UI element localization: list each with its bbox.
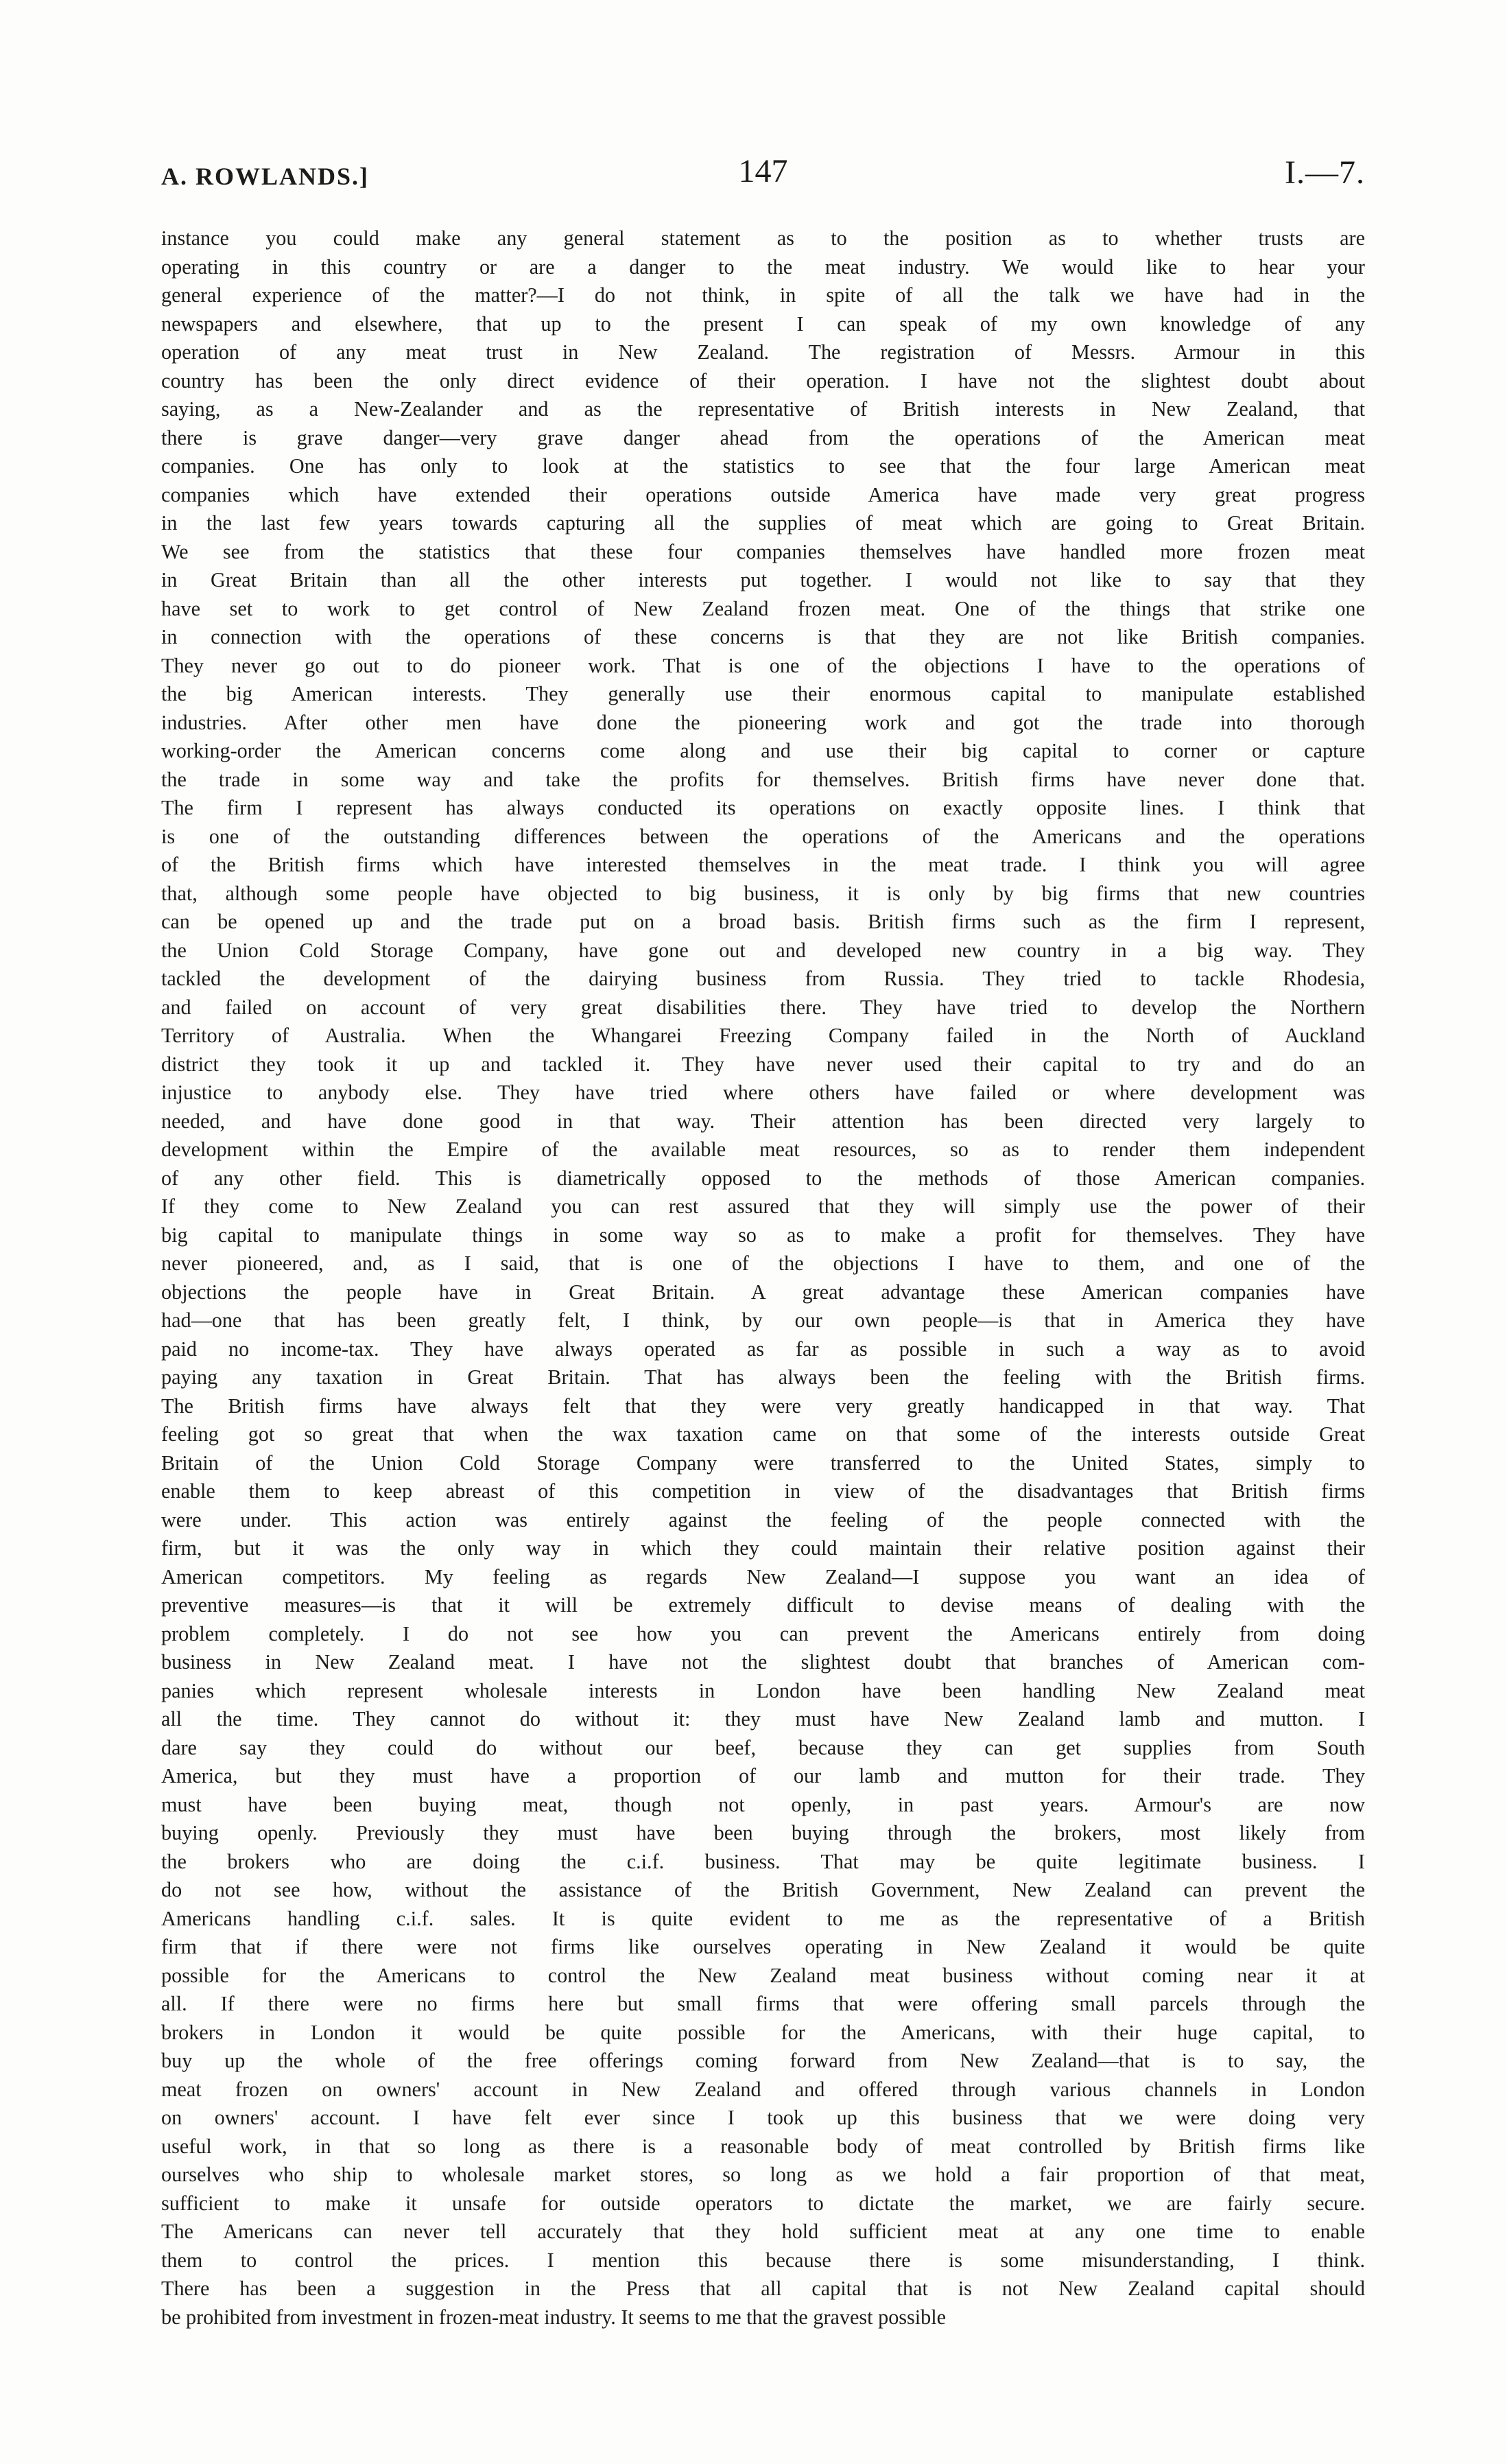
text-line: feeling got so great that when the wax taxation came on that some of the interests outside Great [161,1422,1365,1446]
text-line: objections the people have in Great Britain. A great advantage these American companies have [161,1280,1365,1304]
text-line: can be opened up and the trade put on a broad basis. British firms such as the firm I represent, [161,910,1365,933]
text-line: the Union Cold Storage Company, have gone out and developed new country in a big way. They [161,938,1365,962]
text-line: brokers in London it would be quite possible for the Americans, with their huge capital, to [161,2020,1365,2044]
text-line: They never go out to do pioneer work. That is one of the objections I have to the operations of [161,653,1365,677]
text-line: Territory of Australia. When the Whangarei Freezing Company failed in the North of Auckland [161,1024,1365,1047]
text-line: problem completely. I do not see how you can prevent the Americans entirely from doing [161,1621,1365,1645]
text-line: Britain of the Union Cold Storage Company were transferred to the United States, simply to [161,1451,1365,1475]
text-line: companies. One has only to look at the statistics to see that the four large American meat [161,454,1365,478]
text-line: dare say they could do without our beef, because they can get supplies from South [161,1735,1365,1759]
page-number: 147 [738,153,788,189]
text-line: industries. After other men have done the pioneering work and got the trade into thorough [161,710,1365,734]
text-line: The firm I represent has always conducted its operations on exactly opposite lines. I think that [161,796,1365,819]
text-line: panies which represent wholesale interests in London have been handling New Zealand meat [161,1678,1365,1702]
text-line: America, but they must have a proportion of our lamb and mutton for their trade. They [161,1764,1365,1787]
text-line: injustice to anybody else. They have tried where others have failed or where development was [161,1081,1365,1104]
text-line: newspapers and elsewhere, that up to the present I can speak of my own knowledge of any [161,312,1365,336]
text-line: and failed on account of very great disabilities there. They have tried to develop the Northern [161,995,1365,1019]
text-line: in the last few years towards capturing all the supplies of meat which are going to Great Britain. [161,511,1365,535]
text-line: general experience of the matter?—I do not think, in spite of all the talk we have had in the [161,283,1365,307]
text-line: never pioneered, and, as I said, that is one of the objections I have to them, and one of the [161,1252,1365,1275]
header-paper-reference: I.—7. [1285,154,1365,191]
text-line: big capital to manipulate things in some way so as to make a profit for themselves. They have [161,1223,1365,1247]
text-line: operating in this country or are a danger to the meat industry. We would like to hear your [161,255,1365,279]
text-line: operation of any meat trust in New Zealand. The registration of Messrs. Armour in this [161,340,1365,364]
text-line: The Americans can never tell accurately that they hold sufficient meat at any one time to enable [161,2220,1365,2243]
text-line: there is grave danger—very grave danger ahead from the operations of the American meat [161,425,1365,449]
text-line: had—one that has been greatly felt, I think, by our own people—is that in America they have [161,1309,1365,1332]
text-line: There has been a suggestion in the Press that all capital that is not New Zealand capital should [161,2277,1365,2300]
text-line: saying, as a New-Zealander and as the representative of British interests in New Zealand, that [161,397,1365,421]
text-line: of the British firms which have interested themselves in the meat trade. I think you will agree [161,853,1365,876]
text-line: American competitors. My feeling as regards New Zealand—I suppose you want an idea of [161,1564,1365,1588]
text-line: the brokers who are doing the c.i.f. business. That may be quite legitimate business. I [161,1849,1365,1873]
text-line: preventive measures—is that it will be extremely difficult to devise means of dealing with the [161,1593,1365,1617]
text-line: needed, and have done good in that way. Their attention has been directed very largely to [161,1109,1365,1133]
text-line: on owners' account. I have felt ever since I took up this business that we were doing very [161,2106,1365,2129]
text-line: them to control the prices. I mention this because there is some misunderstanding, I think. [161,2248,1365,2272]
text-line: all the time. They cannot do without it: they must have New Zealand lamb and mutton. I [161,1707,1365,1730]
text-line: enable them to keep abreast of this competition in view of the disadvantages that British firms [161,1479,1365,1503]
text-line: must have been buying meat, though not openly, in past years. Armour's are now [161,1792,1365,1816]
text-line: is one of the outstanding differences between the operations of the Americans and the operations [161,824,1365,848]
text-line: sufficient to make it unsafe for outside operators to dictate the market, we are fairly secure. [161,2191,1365,2215]
text-line: buying openly. Previously they must have been buying through the brokers, most likely from [161,1821,1365,1844]
text-line: If they come to New Zealand you can rest assured that they will simply use the power of their [161,1195,1365,1218]
text-line: district they took it up and tackled it. They have never used their capital to try and do an [161,1052,1365,1076]
text-line: in Great Britain than all the other interests put together. I would not like to say that they [161,568,1365,591]
text-line: paying any taxation in Great Britain. That has always been the feeling with the British firms. [161,1365,1365,1389]
text-line: were under. This action was entirely against the feeling of the people connected with the [161,1507,1365,1532]
text-line: of any other field. This is diametrically opposed to the methods of those American companies. [161,1166,1365,1190]
text-line: business in New Zealand meat. I have not the slightest doubt that branches of American com- [161,1650,1365,1674]
text-line: tackled the development of the dairying business from Russia. They tried to tackle Rhodesia, [161,967,1365,990]
text-line: We see from the statistics that these four companies themselves have handled more frozen meat [161,539,1365,563]
text-line: buy up the whole of the free offerings coming forward from New Zealand—that is to say, the [161,2049,1365,2072]
text-line: the big American interests. They generally use their enormous capital to manipulate established [161,682,1365,705]
text-line: the trade in some way and take the profits for themselves. British firms have never done that. [161,767,1365,791]
text-line: all. If there were no firms here but small firms that were offering small parcels through the [161,1992,1365,2015]
text-line: useful work, in that so long as there is a reasonable body of meat controlled by British firms like [161,2134,1365,2158]
text-line: possible for the Americans to control the New Zealand meat business without coming near it at [161,1963,1365,1987]
text-line: instance you could make any general statement as to the position as to whether trusts are [161,226,1365,250]
text-line: that, although some people have objected to big business, it is only by big firms that new countries [161,881,1365,905]
text-line: firm, but it was the only way in which they could maintain their relative position against their [161,1536,1365,1560]
text-line: Americans handling c.i.f. sales. It is quite evident to me as the representative of a British [161,1906,1365,1930]
text-line: working-order the American concerns come along and use their big capital to corner or capture [161,739,1365,762]
text-line: have set to work to get control of New Zealand frozen meat. One of the things that strike one [161,596,1365,620]
text-line: country has been the only direct evidence of their operation. I have not the slightest doubt about [161,368,1365,392]
text-line: firm that if there were not firms like ourselves operating in New Zealand it would be quite [161,1935,1365,1958]
text-line: paid no income-tax. They have always operated as far as possible in such a way as to avoid [161,1337,1365,1361]
page-header [161,152,1365,200]
text-line: companies which have extended their operations outside America have made very great progress [161,482,1365,506]
text-line: development within the Empire of the available meat resources, so as to render them independent [161,1138,1365,1161]
text-line: ourselves who ship to wholesale market stores, so long as we hold a fair proportion of that meat, [161,2163,1365,2186]
text-line: meat frozen on owners' account in New Zealand and offered through various channels in London [161,2077,1365,2101]
body-text [161,224,1365,2332]
header-witness-name: A. ROWLANDS.] [161,163,370,190]
text-line: in connection with the operations of these concerns is that they are not like British companies. [161,625,1365,648]
text-line: The British firms have always felt that they were very greatly handicapped in that way. That [161,1394,1365,1418]
text-line: do not see how, without the assistance of the British Government, New Zealand can prevent the [161,1878,1365,1901]
text-line: be prohibited from investment in frozen-meat industry. It seems to me that the gravest possible [161,2305,947,2329]
